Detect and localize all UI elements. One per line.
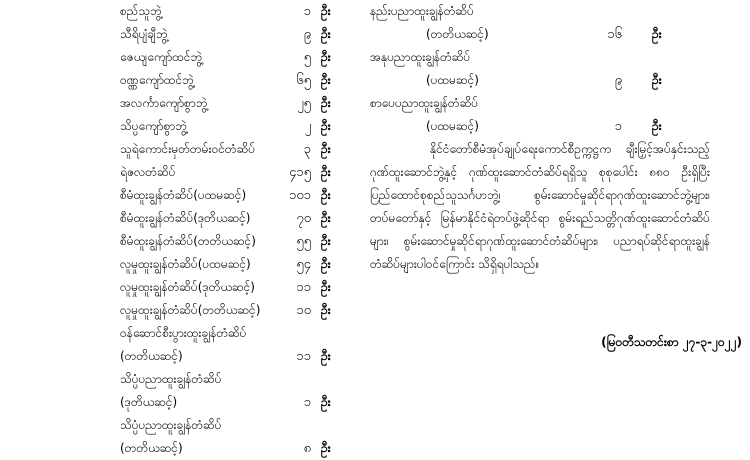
award-row bbox=[120, 23, 345, 46]
award-row bbox=[120, 138, 345, 161]
award-row bbox=[120, 0, 345, 23]
award-row bbox=[120, 345, 345, 368]
award-count: ၃ bbox=[303, 142, 311, 157]
person-unit: ဦး bbox=[321, 188, 331, 202]
award-label: ဇေယျကျော်ထင်ဘွဲ့ bbox=[120, 50, 203, 64]
person-unit: ဦး bbox=[321, 211, 331, 225]
award-row bbox=[370, 92, 710, 115]
award-row bbox=[120, 207, 345, 230]
award-row bbox=[120, 276, 345, 299]
right-column bbox=[370, 0, 710, 271]
award-label: (ပထမဆင့်) bbox=[426, 73, 479, 87]
award-label: လူမှုထူးချွန်တံဆိပ်(ပထမဆင့်) bbox=[120, 257, 251, 271]
person-unit: ဦး bbox=[652, 73, 662, 87]
person-unit: ဦး bbox=[321, 27, 331, 41]
award-row bbox=[120, 253, 345, 276]
award-label: လူမှုထူးချွန်တံဆိပ်(ဒုတိယဆင့်) bbox=[120, 280, 255, 294]
award-row bbox=[120, 414, 345, 437]
award-row bbox=[370, 69, 710, 92]
award-label: (ပထမဆင့်) bbox=[426, 119, 479, 133]
award-row bbox=[120, 115, 345, 138]
award-row bbox=[120, 46, 345, 69]
award-label: (ဒုတိယဆင့်) bbox=[120, 395, 178, 409]
award-label: စီမံထူးချွန်တံဆိပ်(တတိယဆင့်) bbox=[120, 234, 256, 248]
award-label: နည်းပညာထူးချွန်တံဆိပ် bbox=[370, 4, 474, 18]
award-count: ၂၅ bbox=[297, 96, 311, 111]
award-count: ၁၀၁ bbox=[289, 188, 311, 203]
award-count: ၁ bbox=[614, 119, 622, 134]
award-label: ဝဏ္ဏကျော်ထင်ဘွဲ့ bbox=[120, 73, 194, 87]
award-row bbox=[120, 368, 345, 391]
source-dateline: (မြဝတီသတင်းစာ ၂၇-၃-၂၀၂၂) bbox=[601, 335, 742, 349]
paragraph-text: နိုင်ငံတော်စီမံအုပ်ချုပ်ရေးကောင်စီဥက္ကဋ္ဌက ချီးမြှင့်အပ်နှင်းသည့် ဂုဏ်ထူးဆောင်ဘွဲ့နှင့် ဂုဏ်ထူးဆောင်တံဆိပ်ရရှိသူ စုစုပေါင်း ၈၈၀ ဦးရှိပြီး ပြည်ထောင်စုစည်သူသင်္ဂဟဘွဲ့၊ စွမ်းဆောင်မှုဆိုင်ရာဂုဏ်ထူးဆောင်ဘွဲ့များ၊ တပ်မတော်နှင့် မြန်မာနိုင်ငံရဲတပ်ဖွဲ့ဆိုင်ရာ စွမ်းရည်သတ္တိဂုဏ်ထူးဆောင်တံဆိပ်များ၊ စွမ်းဆောင်မှုဆိုင်ရာဂုဏ်ထူးဆောင်တံဆိပ်များ၊ ပညာရပ်ဆိုင်ရာထူးချွန်တံဆိပ်များပါဝင်ကြောင်း သိရှိရပါသည်။ bbox=[370, 142, 710, 271]
award-label: (တတိယဆင့်) bbox=[120, 349, 183, 363]
award-count: ၁၀ bbox=[296, 303, 311, 318]
person-unit: ဦး bbox=[321, 349, 331, 363]
award-label: ဝန်ဆောင်စီးပွားထူးချွန်တံဆိပ် bbox=[120, 326, 247, 340]
award-label: သီရိပျံချီဘွဲ့ bbox=[120, 27, 168, 41]
award-count: ၆၅ bbox=[296, 73, 311, 88]
person-unit: ဦး bbox=[321, 303, 331, 317]
award-count: ၅၅ bbox=[296, 234, 311, 249]
person-unit: ဦး bbox=[321, 395, 331, 409]
award-count: ၅၄ bbox=[296, 257, 311, 272]
person-unit: ဦး bbox=[321, 96, 331, 110]
award-row bbox=[120, 92, 345, 115]
award-label: (တတိယဆင့်) bbox=[120, 441, 183, 455]
person-unit: ဦး bbox=[321, 73, 331, 87]
person-unit: ဦး bbox=[321, 142, 331, 156]
award-row bbox=[120, 184, 345, 207]
award-label: သိပ္ပကျော်စွာဘွဲ့ bbox=[120, 119, 187, 133]
award-row bbox=[370, 46, 710, 69]
award-label: စီမံထူးချွန်တံဆိပ်(ပထမဆင့်) bbox=[120, 188, 247, 202]
award-row bbox=[120, 299, 345, 322]
award-label: စည်သူဘွဲ့ bbox=[120, 4, 162, 18]
award-row bbox=[120, 322, 345, 345]
award-count: ၇၀ bbox=[296, 211, 311, 226]
award-count: ၉ bbox=[303, 27, 311, 42]
award-count: ၂ bbox=[304, 119, 311, 134]
award-count: ၁ bbox=[303, 4, 311, 19]
award-count: ၉ bbox=[614, 73, 622, 88]
award-label: အလင်္ကာကျော်စွာဘွဲ့ bbox=[120, 96, 208, 110]
award-count: ၄၁၅ bbox=[289, 165, 311, 180]
award-label: သူရဲကောင်းမှတ်တမ်းဝင်တံဆိပ် bbox=[120, 142, 256, 156]
person-unit: ဦး bbox=[652, 27, 662, 41]
person-unit: ဦး bbox=[652, 119, 662, 133]
award-row bbox=[120, 230, 345, 253]
award-label: (တတိယဆင့်) bbox=[426, 27, 489, 41]
right-award-list bbox=[370, 0, 710, 138]
award-row bbox=[120, 69, 345, 92]
award-label: ရဲဇလတံဆိပ် bbox=[120, 165, 176, 179]
award-row bbox=[120, 391, 345, 414]
award-row bbox=[120, 437, 345, 460]
award-row bbox=[370, 23, 710, 46]
person-unit: ဦး bbox=[321, 257, 331, 271]
award-row bbox=[120, 161, 345, 184]
award-count: ၁၁ bbox=[296, 280, 311, 295]
person-unit: ဦး bbox=[321, 280, 331, 294]
award-count: ၅ bbox=[303, 50, 311, 65]
award-label: အနုပညာထူးချွန်တံဆိပ် bbox=[370, 50, 471, 64]
award-label: သိပ္ပံပညာထူးချွန်တံဆိပ် bbox=[120, 418, 222, 432]
award-count: ၈ bbox=[303, 441, 311, 456]
person-unit: ဦး bbox=[321, 4, 331, 18]
award-label: စီမံထူးချွန်တံဆိပ်(ဒုတိယဆင့်) bbox=[120, 211, 251, 225]
award-label: လူမှုထူးချွန်တံဆိပ်(တတိယဆင့်) bbox=[120, 303, 261, 317]
award-count: ၁၆ bbox=[607, 27, 622, 42]
award-row bbox=[370, 115, 710, 138]
person-unit: ဦး bbox=[321, 234, 331, 248]
person-unit: ဦး bbox=[321, 119, 331, 133]
award-label: သိပ္ပံပညာထူးချွန်တံဆိပ် bbox=[120, 372, 222, 386]
award-row bbox=[370, 0, 710, 23]
award-count: ၁၁ bbox=[296, 349, 311, 364]
news-paragraph bbox=[370, 138, 710, 276]
person-unit: ဦး bbox=[321, 165, 331, 179]
left-award-list bbox=[120, 0, 345, 460]
person-unit: ဦး bbox=[321, 441, 331, 455]
award-label: စာပေပညာထူးချွန်တံဆိပ် bbox=[370, 96, 479, 110]
person-unit: ဦး bbox=[321, 50, 331, 64]
award-count: ၁ bbox=[303, 395, 311, 410]
